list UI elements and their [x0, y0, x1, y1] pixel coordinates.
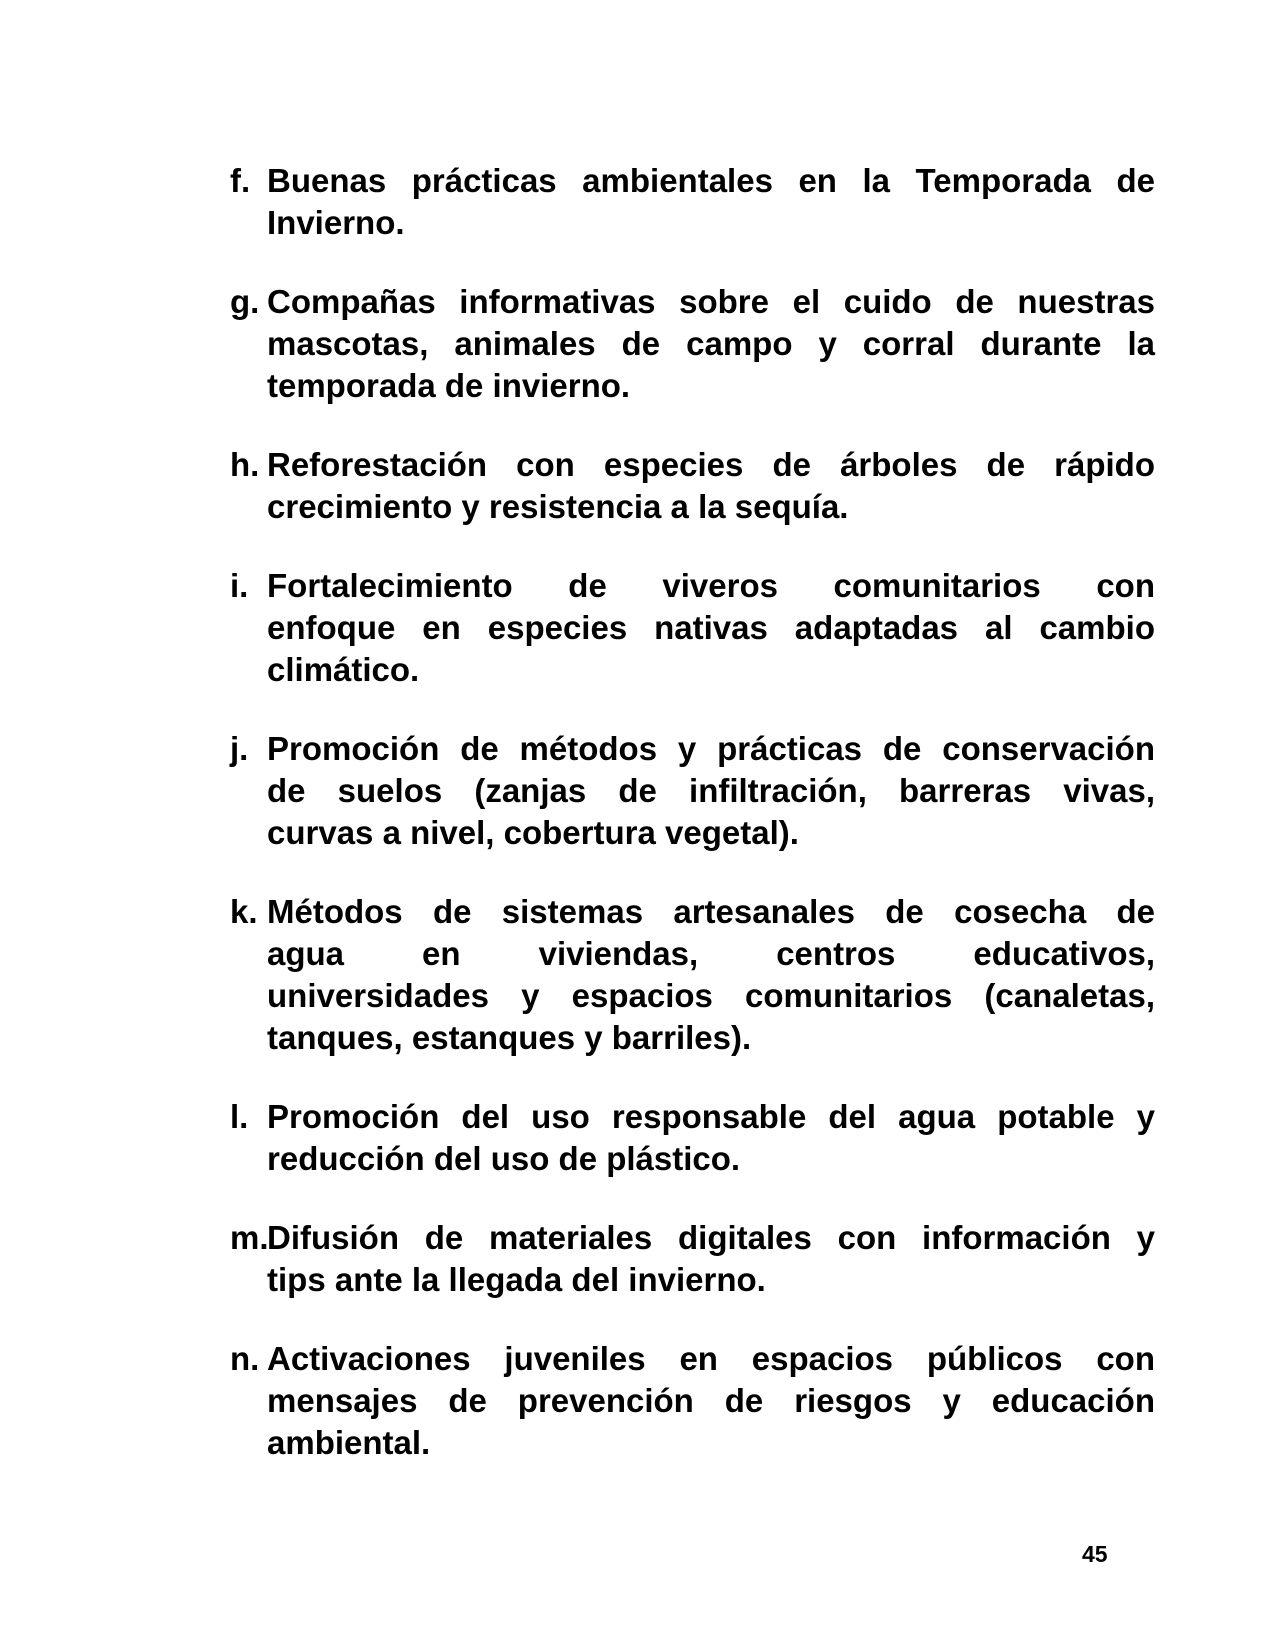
list-item-text [267, 565, 1155, 691]
list-item-text [267, 1096, 1155, 1180]
text-line: universidades y espacios comunitarios (canaletas, [267, 977, 1155, 1014]
text-line: curvas a nivel, cobertura vegetal). [267, 814, 799, 851]
text-line: crecimiento y resistencia a la sequía. [267, 488, 849, 525]
text-line: Invierno. [267, 204, 405, 241]
list-item-text [267, 444, 1155, 528]
text-line: Compañas informativas sobre el cuido de nuestras [267, 283, 1155, 320]
list-item [230, 1338, 1155, 1464]
text-line: mascotas, animales de campo y corral durante la [267, 325, 1155, 362]
text-line: Activaciones juveniles en espacios públicos con [267, 1340, 1155, 1377]
text-line: Promoción de métodos y prácticas de conservación [267, 730, 1155, 767]
list-item-text [267, 281, 1155, 407]
list-item-text [267, 891, 1155, 1059]
list-item [230, 1217, 1155, 1301]
list-item-marker: n. [230, 1340, 260, 1377]
list-item-text [267, 1217, 1155, 1301]
list-item [230, 1096, 1155, 1180]
text-line: enfoque en especies nativas adaptadas al cambio [267, 609, 1155, 646]
list-item-marker: i. [230, 567, 249, 604]
list-item [230, 565, 1155, 691]
text-line: ambiental. [267, 1424, 431, 1461]
text-line: Fortalecimiento de viveros comunitarios con [267, 567, 1155, 604]
text-line: tips ante la llegada del invierno. [267, 1261, 766, 1298]
list-item [230, 891, 1155, 1059]
list-item-text [267, 728, 1155, 854]
text-line: climático. [267, 651, 420, 688]
list-item-marker: g. [230, 283, 260, 320]
list-item-text [267, 160, 1155, 244]
lettered-list [230, 160, 1155, 1464]
text-line: Buenas prácticas ambientales en la Temporada de [267, 162, 1155, 199]
list-item [230, 728, 1155, 854]
list-item-marker: l. [230, 1098, 249, 1135]
list-item [230, 160, 1155, 244]
text-line: tanques, estanques y barriles). [267, 1019, 752, 1056]
text-line: Métodos de sistemas artesanales de cosecha de [267, 893, 1155, 930]
text-line: Difusión de materiales digitales con información y [267, 1219, 1155, 1256]
list-item [230, 444, 1155, 528]
list-item-marker: f. [230, 162, 251, 199]
text-line: de suelos (zanjas de infiltración, barreras vivas, [267, 772, 1155, 809]
text-line: reducción del uso de plástico. [267, 1140, 741, 1177]
list-item-marker: h. [230, 446, 260, 483]
list-item-marker: k. [230, 893, 258, 930]
page-number: 45 [1082, 1541, 1108, 1567]
list-item-marker: m. [230, 1219, 269, 1256]
text-line: agua en viviendas, centros educativos, [267, 935, 1155, 972]
text-line: mensajes de prevención de riesgos y educación [267, 1382, 1155, 1419]
text-line: Promoción del uso responsable del agua potable y [267, 1098, 1155, 1135]
list-item-marker: j. [230, 730, 249, 767]
list-item [230, 281, 1155, 407]
list-item-text [267, 1338, 1155, 1464]
text-line: temporada de invierno. [267, 367, 631, 404]
text-line: Reforestación con especies de árboles de rápido [267, 446, 1155, 483]
